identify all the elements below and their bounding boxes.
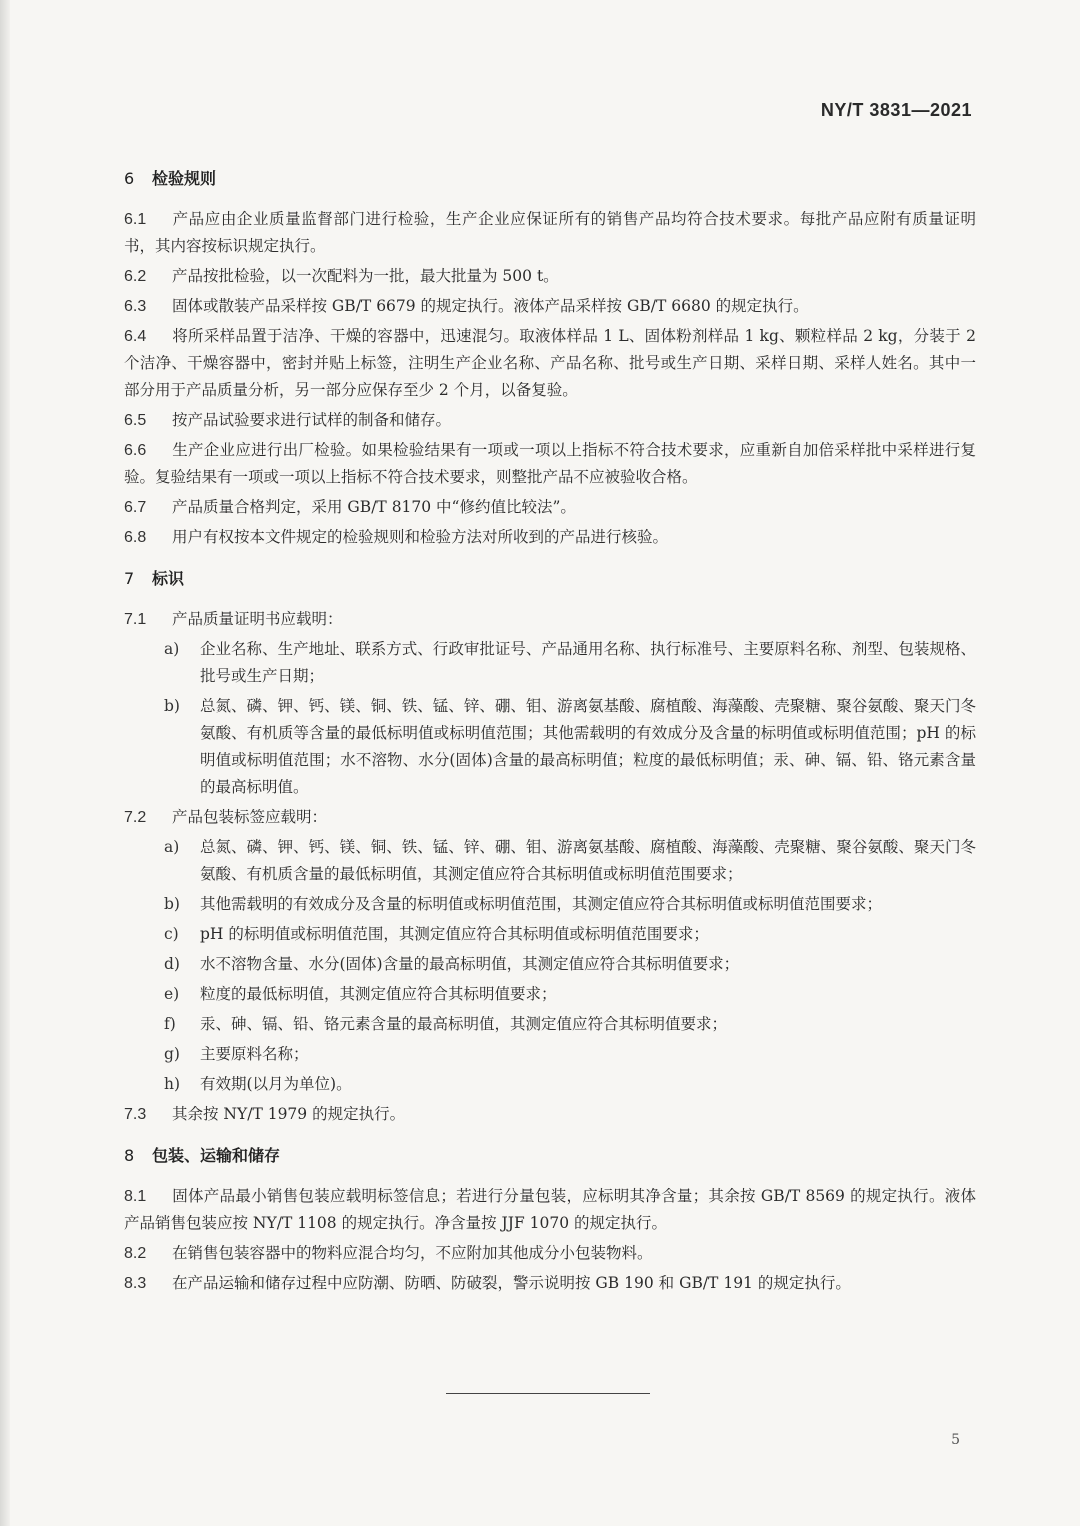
clause-number: 6.6	[124, 442, 147, 459]
clause	[124, 323, 976, 404]
clause-number: 6.7	[124, 499, 147, 516]
clause-text: 产品包装标签应载明：	[172, 808, 328, 826]
list-item-label: a)	[164, 640, 180, 658]
list-item-label: a)	[164, 838, 180, 856]
clause-number: 8.2	[124, 1245, 147, 1262]
clause-number: 8.3	[124, 1275, 147, 1292]
list-item	[124, 1041, 976, 1068]
list-item-label: d)	[164, 955, 180, 973]
scan-edge-shadow	[0, 0, 10, 1526]
list-item-label: e)	[164, 985, 180, 1003]
clause-text: 在销售包装容器中的物料应混合均匀，不应附加其他成分小包装物料。	[172, 1244, 653, 1262]
clause	[124, 206, 976, 260]
list-item	[124, 693, 976, 801]
clause	[124, 1270, 976, 1297]
list-item	[124, 981, 976, 1008]
clause	[124, 494, 976, 521]
clause	[124, 1240, 976, 1267]
section-heading	[124, 564, 976, 594]
clause	[124, 1183, 976, 1237]
clause-number: 6.3	[124, 298, 147, 315]
clause-text: 用户有权按本文件规定的检验规则和检验方法对所收到的产品进行核验。	[172, 528, 669, 546]
section-gap	[124, 1131, 976, 1141]
list-item-label: h)	[164, 1075, 181, 1093]
clause	[124, 407, 976, 434]
list-item-text: 有效期(以月为单位)。	[200, 1075, 352, 1093]
page-number: 5	[951, 1432, 960, 1448]
item-list	[124, 636, 976, 801]
clause-number: 7.3	[124, 1106, 147, 1123]
section-heading	[124, 1141, 976, 1171]
list-item-label: g)	[164, 1045, 180, 1063]
clause-number: 6.4	[124, 328, 147, 345]
clause	[124, 804, 976, 831]
list-item-text: 总氮、磷、钾、钙、镁、铜、铁、锰、锌、硼、钼、游离氨基酸、腐植酸、海藻酸、壳聚糖、聚谷氨酸、聚天门冬氨酸、有机质等含量的最低标明值或标明值范围；其他需载明的有效成分及含量的标明值或标明值范围；pH 的标明值或标明值范围；水不溶物、水分(固体)含量的最高标明值；粒度的最低标明值；汞、砷、镉、铅、铬元素含量的最高标明值。	[200, 697, 976, 796]
section-title: 标识	[152, 569, 185, 588]
document-code: NY/T 3831—2021	[820, 100, 972, 120]
list-item-label: c)	[164, 925, 179, 943]
clause-text: 生产企业应进行出厂检验。如果检验结果有一项或一项以上指标不符合技术要求，应重新自加倍采样批中采样进行复验。复验结果有一项或一项以上指标不符合技术要求，则整批产品不应被验收合格。	[124, 441, 976, 486]
list-item-label: f)	[164, 1015, 176, 1033]
section-title: 检验规则	[152, 169, 217, 188]
section-number: 7	[124, 569, 135, 588]
section-number: 6	[124, 169, 135, 188]
clause-text: 产品按批检验，以一次配料为一批，最大批量为 500 t。	[172, 267, 559, 285]
clause-number: 6.2	[124, 268, 147, 285]
list-item	[124, 636, 976, 690]
clause-text: 产品应由企业质量监督部门进行检验，生产企业应保证所有的销售产品均符合技术要求。每批产品应附有质量证明书，其内容按标识规定执行。	[124, 210, 976, 255]
list-item-text: 企业名称、生产地址、联系方式、行政审批证号、产品通用名称、执行标准号、主要原料名称、剂型、包装规格、批号或生产日期；	[200, 640, 976, 685]
clause-text: 固体产品最小销售包装应载明标签信息；若进行分量包装，应标明其净含量；其余按 GB/T 8569 的规定执行。液体产品销售包装应按 NY/T 1108 的规定执行。净含量按 JJF 1070 的规定执行。	[124, 1187, 976, 1232]
clause-number: 7.2	[124, 809, 147, 826]
list-item-text: 其他需载明的有效成分及含量的标明值或标明值范围，其测定值应符合其标明值或标明值范围要求；	[200, 895, 883, 913]
end-rule	[446, 1393, 650, 1394]
clause	[124, 437, 976, 491]
list-item	[124, 834, 976, 888]
list-item-text: 总氮、磷、钾、钙、镁、铜、铁、锰、锌、硼、钼、游离氨基酸、腐植酸、海藻酸、壳聚糖、聚谷氨酸、聚天门冬氨酸、有机质含量的最低标明值，其测定值应符合其标明值或标明值范围要求；	[200, 838, 976, 883]
item-list	[124, 834, 976, 1098]
list-item-text: 主要原料名称；	[200, 1045, 309, 1063]
section-heading	[124, 164, 976, 194]
list-item	[124, 891, 976, 918]
clause	[124, 1101, 976, 1128]
clause	[124, 606, 976, 633]
clause-text: 产品质量合格判定，采用 GB/T 8170 中“修约值比较法”。	[172, 498, 576, 516]
clause-text: 按产品试验要求进行试样的制备和储存。	[172, 411, 452, 429]
clause-text: 产品质量证明书应载明：	[172, 610, 343, 628]
list-item-text: 汞、砷、镉、铅、铬元素含量的最高标明值，其测定值应符合其标明值要求；	[200, 1015, 728, 1033]
list-item	[124, 1011, 976, 1038]
clause	[124, 293, 976, 320]
clause	[124, 263, 976, 290]
list-item-text: 粒度的最低标明值，其测定值应符合其标明值要求；	[200, 985, 557, 1003]
document-body	[124, 164, 976, 1300]
section-gap	[124, 554, 976, 564]
clause-text: 将所采样品置于洁净、干燥的容器中，迅速混匀。取液体样品 1 L、固体粉剂样品 1 kg、颗粒样品 2 kg，分装于 2 个洁净、干燥容器中，密封并贴上标签，注明生产企业名称、产品名称、批号或生产日期、采样日期、采样人姓名。其中一部分用于产品质量分析，另一部分应保存至少 2 个月，以备复验。	[124, 327, 976, 399]
list-item-label: b)	[164, 697, 180, 715]
clause-number: 7.1	[124, 611, 147, 628]
list-item-text: 水不溶物含量、水分(固体)含量的最高标明值，其测定值应符合其标明值要求；	[200, 955, 740, 973]
clause-number: 6.5	[124, 412, 147, 429]
list-item-text: pH 的标明值或标明值范围，其测定值应符合其标明值或标明值范围要求；	[200, 925, 709, 943]
clause-text: 在产品运输和储存过程中应防潮、防晒、防破裂，警示说明按 GB 190 和 GB/T 191 的规定执行。	[172, 1274, 851, 1292]
clause-number: 8.1	[124, 1188, 147, 1205]
clause-number: 6.1	[124, 211, 147, 228]
list-item	[124, 1071, 976, 1098]
clause-text: 其余按 NY/T 1979 的规定执行。	[172, 1105, 406, 1123]
list-item	[124, 951, 976, 978]
clause	[124, 524, 976, 551]
list-item	[124, 921, 976, 948]
clause-number: 6.8	[124, 529, 147, 546]
list-item-label: b)	[164, 895, 180, 913]
clause-text: 固体或散装产品采样按 GB/T 6679 的规定执行。液体产品采样按 GB/T 6680 的规定执行。	[172, 297, 809, 315]
section-title: 包装、运输和储存	[152, 1146, 281, 1165]
section-number: 8	[124, 1146, 135, 1165]
